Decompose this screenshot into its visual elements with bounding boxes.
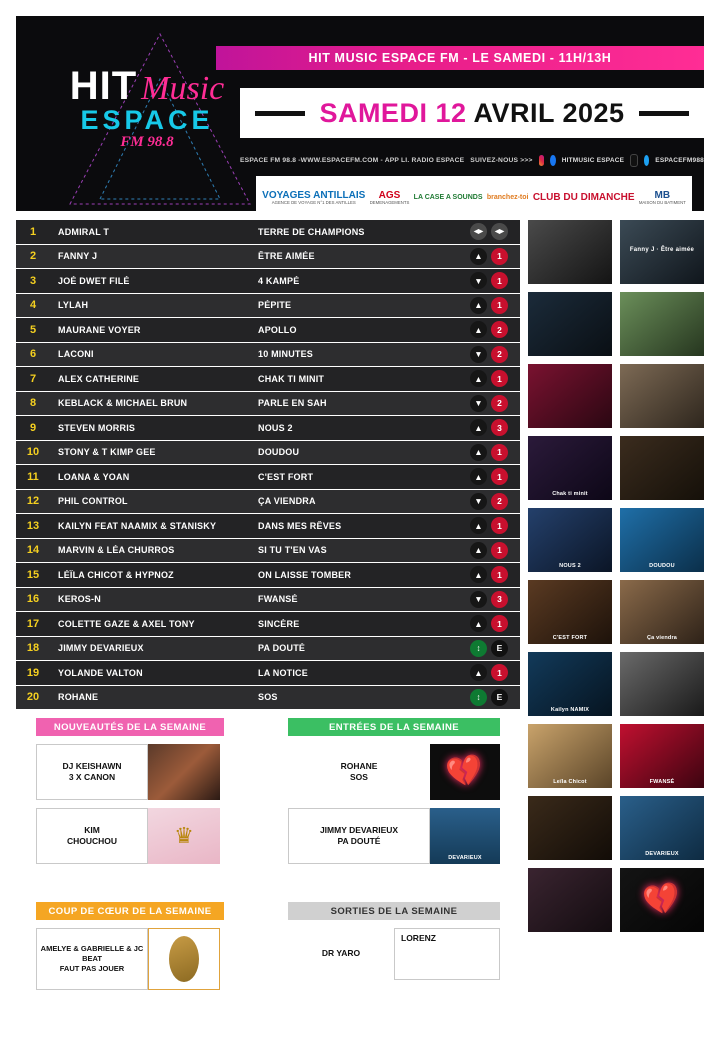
weeks-badge: 1	[491, 272, 508, 289]
fanny-j-cover	[620, 220, 704, 284]
row-artist: STONY & T KIMP GEE	[58, 447, 156, 458]
weeks-badge: 1	[491, 297, 508, 314]
cover-shape	[169, 936, 199, 982]
logo	[52, 64, 242, 151]
entree-cover-caption-1: DEVARIEUX	[448, 855, 482, 861]
row-artist: LACONI	[58, 349, 94, 360]
row-rank: 18	[26, 642, 40, 655]
row-rank: 1	[29, 225, 37, 238]
weeks-badge: 2	[491, 493, 508, 510]
nouveaute-title-1: CHOUCHOU	[66, 836, 118, 846]
weeks-badge: 1	[491, 468, 508, 485]
table-row	[16, 294, 520, 319]
row-badges	[458, 346, 520, 363]
row-rank: 2	[29, 250, 37, 263]
row-artist: FANNY J	[58, 251, 98, 262]
entree-item-0	[288, 744, 430, 800]
row-badges	[458, 493, 520, 510]
sortie-item-1: LORENZ	[394, 928, 500, 980]
row-title: ÊTRE AIMÉE	[258, 251, 315, 262]
entree-cover-0	[430, 744, 500, 800]
trend-icon-down: ▼	[470, 493, 487, 510]
trend-icon-up: ▲	[470, 566, 487, 583]
row-title: C'EST FORT	[258, 471, 314, 482]
row-title: APOLLO	[258, 324, 297, 335]
trend-icon-steady: ◀▶	[470, 223, 487, 240]
cest-fort-cover	[528, 580, 612, 644]
date-bar	[240, 88, 704, 138]
sponsor-logo-voyages	[262, 191, 365, 206]
date-text	[319, 98, 624, 129]
show-banner-title: HIT MUSIC ESPACE FM - LE SAMEDI - 11H/13H	[216, 46, 704, 70]
table-row	[16, 612, 520, 637]
row-title: PÉPITE	[258, 300, 292, 311]
trend-icon-up: ▲	[470, 248, 487, 265]
row-badges	[458, 419, 520, 436]
row-badges	[458, 248, 520, 265]
cover-art-row	[528, 220, 704, 284]
row-rank: 19	[26, 666, 40, 679]
section-sorties	[288, 902, 500, 980]
row-artist: KEBLACK & MICHAEL BRUN	[58, 398, 188, 409]
weeks-badge: 2	[491, 395, 508, 412]
cover-art-row	[528, 652, 704, 716]
cover-caption: Chak ti minit	[552, 491, 588, 497]
weeks-badge: 2	[491, 346, 508, 363]
row-badges	[458, 223, 520, 240]
4-kampe-cover	[528, 292, 612, 356]
coup-de-coeur-cover-0	[148, 928, 220, 990]
trend-icon-up: ▲	[470, 517, 487, 534]
fwanse-cover	[620, 724, 704, 788]
trend-icon-entry: ↕	[470, 640, 487, 657]
sponsor-sub-1: DEMENAGEMENTS	[369, 200, 410, 205]
row-badges	[458, 542, 520, 559]
row-rank: 6	[29, 348, 37, 361]
weeks-badge: 3	[491, 419, 508, 436]
logo-music: Music	[141, 70, 225, 107]
sponsor-name-1: AGS	[378, 189, 401, 201]
cover-caption: DOUDOU	[649, 563, 675, 569]
row-artist: MAURANE VOYER	[58, 324, 141, 335]
weeks-badge: 2	[491, 321, 508, 338]
cover-caption: Kailyn NAMIX	[550, 707, 590, 713]
table-row	[16, 416, 520, 441]
logo-fm: FM 98.8	[120, 134, 174, 150]
row-artist: YOLANDE VALTON	[58, 667, 143, 678]
parle-en-sah-cover	[620, 436, 704, 500]
weeks-badge: ◀▶	[491, 223, 508, 240]
pa-doute-cover	[620, 796, 704, 860]
la-notice-cover	[528, 868, 612, 932]
row-title: SOS	[258, 692, 278, 703]
table-row	[16, 686, 520, 711]
row-artist: ROHANE	[58, 692, 99, 703]
cover-caption: Leïla Chicot	[553, 779, 587, 785]
sponsor-name-4: CLUB DU DIMANCHE	[532, 191, 635, 203]
table-row	[16, 637, 520, 662]
trend-icon-up: ▲	[470, 444, 487, 461]
row-artist: MARVIN & LÉA CHURROS	[58, 545, 175, 556]
weeks-badge: 1	[491, 566, 508, 583]
sponsor-bar	[256, 176, 692, 211]
row-title: FWANSÉ	[258, 594, 298, 605]
section-title-entrees: ENTRÉES DE LA SEMAINE	[288, 718, 500, 736]
nouveaute-item-1	[36, 808, 148, 864]
row-artist: ALEX CATHERINE	[58, 373, 140, 384]
cover-art-row	[528, 292, 704, 356]
trend-icon-down: ▼	[470, 395, 487, 412]
row-rank: 13	[26, 519, 40, 532]
cover-caption: Ça viendra	[646, 635, 678, 641]
broken-heart-icon: 💔	[443, 752, 487, 792]
facebook-handle: HITMUSIC ESPACE	[561, 157, 625, 164]
header	[16, 16, 704, 211]
follow-text: SUIVEZ-NOUS >>>	[470, 157, 533, 164]
weeks-badge: 1	[491, 444, 508, 461]
si-tu-ten-vas-cover	[620, 652, 704, 716]
table-row	[16, 539, 520, 564]
section-title-coup-de-coeur: COUP DE CŒUR DE LA SEMAINE	[36, 902, 224, 920]
table-row	[16, 563, 520, 588]
row-artist: LYLAH	[58, 300, 89, 311]
pepite-cover	[620, 292, 704, 356]
weeks-badge: E	[491, 640, 508, 657]
alex-catherine-cover	[528, 436, 612, 500]
table-row	[16, 245, 520, 270]
dans-mes-reves-cover	[528, 652, 612, 716]
cover-caption: FWANSÉ	[649, 779, 675, 785]
row-rank: 17	[26, 617, 40, 630]
weeks-badge: 1	[491, 664, 508, 681]
date-suffix: AVRIL 2025	[473, 97, 625, 128]
cover-art-row	[528, 724, 704, 788]
row-badges	[458, 640, 520, 657]
row-badges	[458, 297, 520, 314]
logo-espace: ESPACE	[80, 105, 214, 135]
cover-art-row	[528, 580, 704, 644]
cover-caption: Fanny J · Être aimée	[629, 246, 695, 253]
row-title: ON LAISSE TOMBER	[258, 569, 352, 580]
table-row	[16, 588, 520, 613]
weeks-badge: 1	[491, 542, 508, 559]
trend-icon-up: ▲	[470, 321, 487, 338]
sincere-cover	[528, 796, 612, 860]
nous-2-cover	[528, 508, 612, 572]
row-artist: STEVEN MORRIS	[58, 422, 136, 433]
section-coup-de-coeur	[36, 902, 224, 990]
row-rank: 9	[29, 421, 37, 434]
row-badges	[458, 615, 520, 632]
cover-art-row	[528, 508, 704, 572]
weeks-badge: 1	[491, 370, 508, 387]
10-minutes-cover	[620, 364, 704, 428]
row-rank: 14	[26, 544, 40, 557]
table-row	[16, 367, 520, 392]
table-row	[16, 220, 520, 245]
sponsor-logo-club-du-dimanche	[533, 193, 635, 204]
contact-line	[240, 154, 704, 167]
row-badges	[458, 664, 520, 681]
row-rank: 5	[29, 323, 37, 336]
row-badges	[458, 444, 520, 461]
sortie-item-0: DR YARO	[288, 928, 394, 980]
table-row	[16, 465, 520, 490]
trend-icon-down: ▼	[470, 346, 487, 363]
sponsor-sub-5: MAISON DU BATIMENT	[638, 200, 686, 205]
twitter-icon[interactable]	[644, 155, 650, 166]
trend-icon-down: ▼	[470, 272, 487, 289]
row-title: CHAK TI MINIT	[258, 373, 325, 384]
row-title: PARLE EN SAH	[258, 398, 327, 409]
row-title: ÇA VIENDRA	[258, 496, 316, 507]
weeks-badge: 1	[491, 615, 508, 632]
twitter-handle: ESPACEFM988	[655, 157, 704, 164]
broken-heart-icon: 💔	[640, 880, 684, 920]
trend-icon-up: ▲	[470, 419, 487, 436]
table-row	[16, 318, 520, 343]
entree-artist-0: ROHANE	[340, 760, 378, 771]
date-prefix: SAMEDI 12	[319, 97, 467, 128]
coup-de-coeur-artist-0: AMELYE & GABRIELLE & JC BEAT	[40, 943, 144, 963]
nouveaute-artist-1: KIM	[84, 824, 100, 835]
row-badges	[458, 591, 520, 608]
section-title-sorties: SORTIES DE LA SEMAINE	[288, 902, 500, 920]
facebook-icon[interactable]	[550, 155, 556, 166]
tiktok-icon[interactable]	[630, 154, 638, 167]
trend-icon-up: ▲	[470, 542, 487, 559]
table-row	[16, 343, 520, 368]
row-title: PA DOUTÉ	[258, 643, 306, 654]
on-laisse-tomber-cover	[528, 724, 612, 788]
weeks-badge: 3	[491, 591, 508, 608]
logo-hit: HIT	[69, 64, 138, 108]
table-row	[16, 514, 520, 539]
cover-caption: DEVARIEUX	[645, 851, 679, 857]
dash-right	[639, 111, 689, 116]
doudou-cover	[620, 508, 704, 572]
entree-item-1	[288, 808, 430, 864]
sponsor-logo-ags	[370, 191, 410, 206]
chart-table	[16, 220, 520, 710]
trend-icon-up: ▲	[470, 297, 487, 314]
contact-text: ESPACE FM 98.8 -WWW.ESPACEFM.COM - APP LI. RADIO ESPACE	[240, 157, 465, 164]
nouveaute-title-0: 3 X CANON	[68, 772, 116, 782]
trend-icon-down: ▼	[470, 591, 487, 608]
row-artist: COLETTE GAZE & AXEL TONY	[58, 618, 195, 629]
cover-art-row	[528, 436, 704, 500]
row-artist: KEROS-N	[58, 594, 101, 605]
row-title: TERRE DE CHAMPIONS	[258, 226, 365, 237]
entree-artist-1: JIMMY DEVARIEUX	[319, 824, 399, 835]
table-row	[16, 441, 520, 466]
row-artist: JIMMY DEVARIEUX	[58, 643, 144, 654]
apollo-cover	[528, 364, 612, 428]
cover-caption: NOUS 2	[559, 563, 581, 569]
section-entrees	[288, 718, 500, 864]
row-artist: LOANA & YOAN	[58, 471, 130, 482]
nouveaute-cover-0	[148, 744, 220, 800]
row-artist: ADMIRAL T	[58, 226, 110, 237]
row-badges	[458, 566, 520, 583]
cover-caption: C'EST FORT	[552, 635, 588, 641]
row-rank: 8	[29, 397, 37, 410]
row-title: LA NOTICE	[258, 667, 308, 678]
row-artist: KAILYN FEAT NAAMIX & STANISKY	[58, 520, 217, 531]
row-title: SI TU T'EN VAS	[258, 545, 327, 556]
sponsor-logo-case-a-sounds	[414, 194, 483, 201]
row-rank: 15	[26, 568, 40, 581]
entree-title-0: SOS	[350, 772, 368, 782]
entree-cover-1	[430, 808, 500, 864]
row-rank: 10	[26, 446, 40, 459]
row-title: DANS MES RÊVES	[258, 520, 342, 531]
sponsor-name-5: MB	[654, 189, 671, 201]
weeks-badge: E	[491, 689, 508, 706]
row-rank: 4	[29, 299, 37, 312]
trend-icon-up: ▲	[470, 468, 487, 485]
row-title: DOUDOU	[258, 447, 300, 458]
row-artist: LÉÏLA CHICOT & HYPNOZ	[58, 569, 174, 580]
weeks-badge: 1	[491, 248, 508, 265]
row-badges	[458, 517, 520, 534]
sponsor-logo-mb	[639, 191, 686, 206]
cover-art-row	[528, 868, 704, 932]
row-title: SINCÈRE	[258, 618, 300, 629]
sponsor-sub-0: AGENCE DE VOYAGE N°1 DES ANTILLES	[271, 200, 356, 205]
section-nouveautes	[36, 718, 224, 864]
row-rank: 11	[27, 470, 39, 483]
entree-title-1: PA DOUTÉ	[337, 836, 381, 846]
weeks-badge: 1	[491, 517, 508, 534]
row-badges	[458, 272, 520, 289]
row-rank: 20	[26, 691, 40, 704]
sos-cover	[620, 868, 704, 932]
row-title: NOUS 2	[258, 422, 293, 433]
sponsor-name-3: branchez-toi	[486, 194, 529, 202]
row-title: 10 MINUTES	[258, 349, 314, 360]
table-row	[16, 661, 520, 686]
row-artist: JOÉ DWET FILÉ	[58, 275, 130, 286]
trend-icon-up: ▲	[470, 615, 487, 632]
terre-de-champions-cover	[528, 220, 612, 284]
nouveaute-cover-1: ♛	[148, 808, 220, 864]
row-rank: 12	[26, 495, 40, 508]
row-rank: 7	[29, 372, 37, 385]
table-row	[16, 392, 520, 417]
row-rank: 16	[26, 593, 40, 606]
row-badges	[458, 395, 520, 412]
trend-icon-up: ▲	[470, 664, 487, 681]
cover-art-row	[528, 364, 704, 428]
ca-viendra-cover	[620, 580, 704, 644]
trend-icon-up: ▲	[470, 370, 487, 387]
cover-art-column	[528, 220, 704, 940]
row-badges	[458, 370, 520, 387]
coup-de-coeur-title-0: FAUT PAS JOUER	[59, 964, 125, 974]
row-badges	[458, 689, 520, 706]
row-badges	[458, 321, 520, 338]
row-rank: 3	[29, 274, 37, 287]
table-row	[16, 269, 520, 294]
sponsor-name-0: VOYAGES ANTILLAIS	[262, 189, 366, 201]
nouveaute-artist-0: DJ KEISHAWN	[62, 760, 122, 771]
instagram-icon[interactable]	[539, 155, 545, 166]
table-row	[16, 490, 520, 515]
section-title-nouveautes: NOUVEAUTÉS DE LA SEMAINE	[36, 718, 224, 736]
row-artist: PHIL CONTROL	[58, 496, 128, 507]
row-badges	[458, 468, 520, 485]
row-title: 4 KAMPÉ	[258, 275, 300, 286]
nouveaute-item-0	[36, 744, 148, 800]
coup-de-coeur-item-0	[36, 928, 148, 990]
trend-icon-entry: ↕	[470, 689, 487, 706]
cover-art-row	[528, 796, 704, 860]
sponsor-name-2: LA CASE A SOUNDS	[413, 194, 483, 202]
dash-left	[255, 111, 305, 116]
sponsor-logo-branchez-toi	[487, 194, 529, 201]
